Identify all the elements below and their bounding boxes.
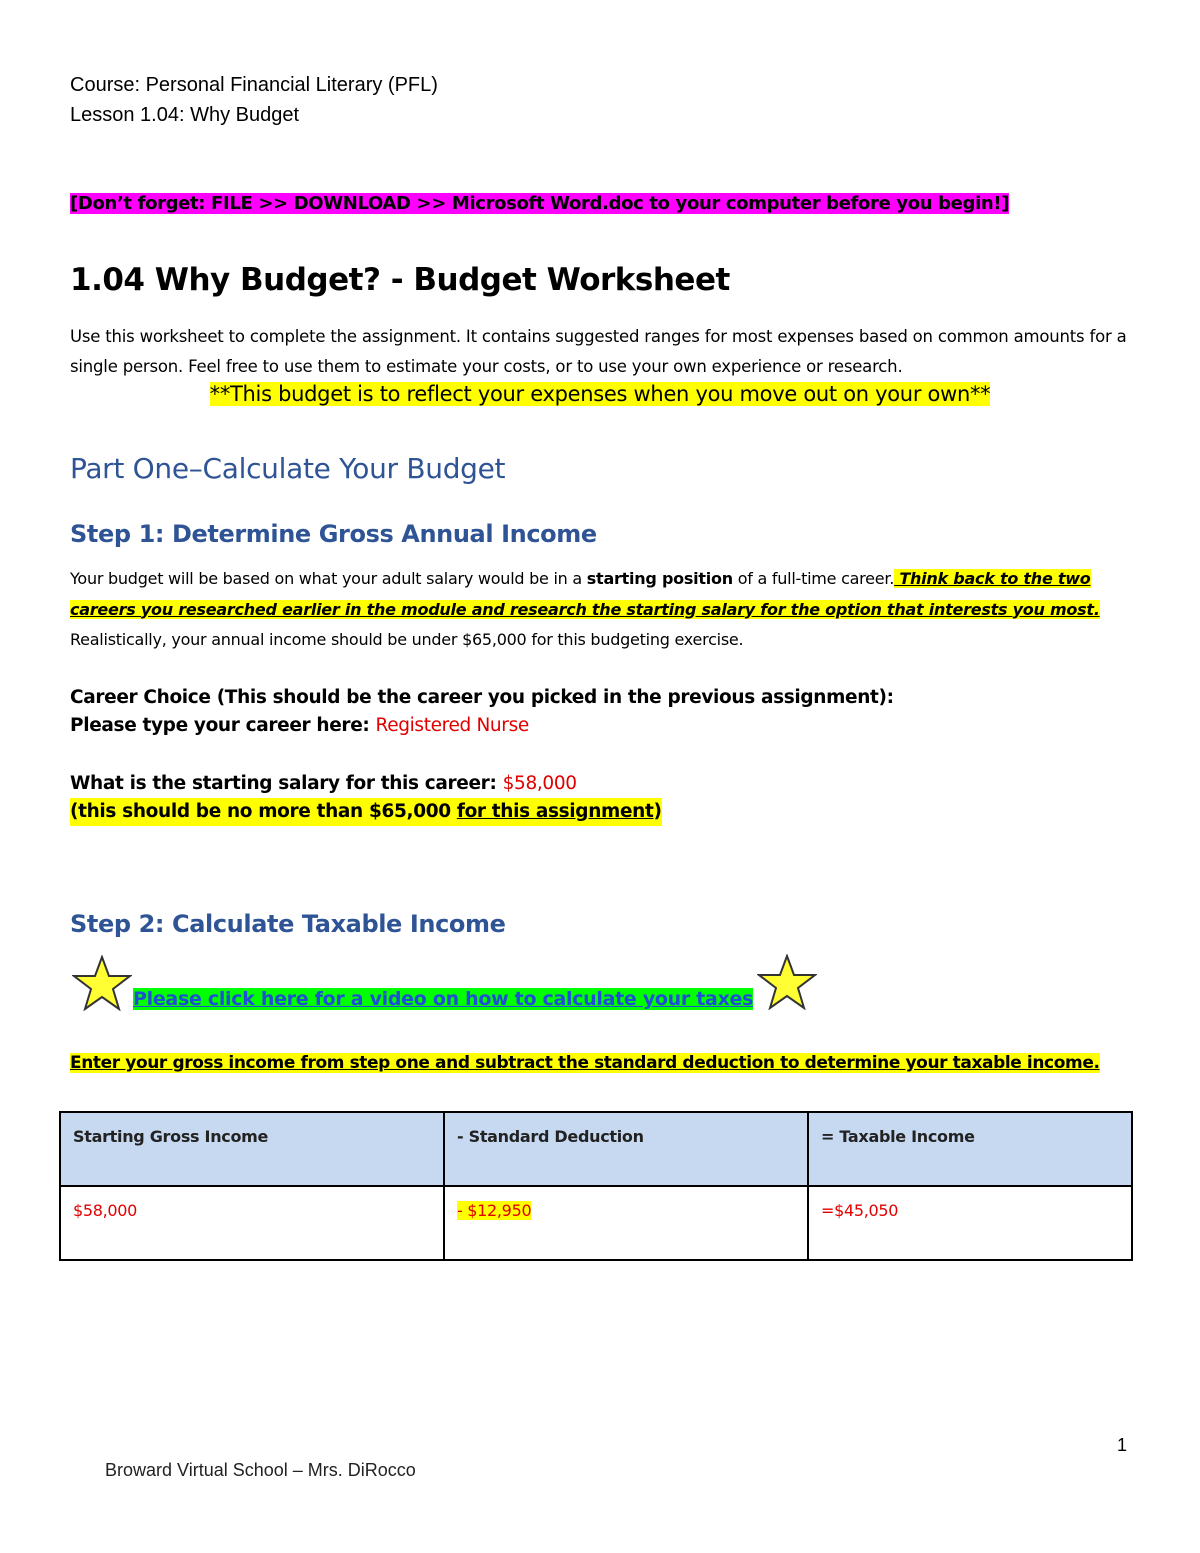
deduction-value: - $12,950 xyxy=(457,1201,532,1220)
star-icon xyxy=(72,955,132,1011)
salary-note-b: ) xyxy=(653,801,662,822)
lesson-title: Lesson 1.04: Why Budget xyxy=(70,104,300,126)
step1-text-a: Your budget will be based on what your adult salary would be in a xyxy=(70,569,587,588)
table-cell-deduction[interactable] xyxy=(444,1186,808,1260)
gross-income-value: $58,000 xyxy=(73,1201,138,1220)
salary-note-a: (this should be no more than $65,000 xyxy=(70,801,457,822)
taxable-income-value: =$45,050 xyxy=(821,1201,899,1220)
step1-paragraph xyxy=(70,564,1135,656)
step1-text-c: Realistically, your annual income should be under $65,000 for this budgeting exercise. xyxy=(70,630,744,649)
table-header-row xyxy=(60,1112,1132,1186)
tax-instruction: Enter your gross income from step one and subtract the standard deduction to determine your taxable income. xyxy=(70,1053,1100,1073)
salary-value[interactable]: $58,000 xyxy=(502,773,577,794)
table-row xyxy=(60,1186,1132,1260)
step1-highlight: Think back to the two careers you researched earlier in the module and research the starting salary for the option that interests you most. xyxy=(70,569,1100,619)
course-title: Course: Personal Financial Literary (PFL) xyxy=(70,74,438,96)
table-cell-gross[interactable] xyxy=(60,1186,444,1260)
tax-table xyxy=(59,1111,1133,1261)
career-type-label: Please type your career here: xyxy=(70,715,376,736)
video-link[interactable]: Please click here for a video on how to calculate your taxes xyxy=(133,988,754,1010)
page-title: 1.04 Why Budget? - Budget Worksheet xyxy=(70,262,730,298)
table-cell-taxable[interactable] xyxy=(808,1186,1132,1260)
star-icon xyxy=(757,954,817,1010)
step1-heading: Step 1: Determine Gross Annual Income xyxy=(70,520,597,548)
career-value[interactable]: Registered Nurse xyxy=(375,715,529,736)
table-header-cell: Starting Gross Income xyxy=(60,1112,444,1186)
salary-label: What is the starting salary for this career: xyxy=(70,773,503,794)
table-header-cell: - Standard Deduction xyxy=(444,1112,808,1186)
career-choice-block xyxy=(70,684,894,740)
footer-school: Broward Virtual School – Mrs. DiRocco xyxy=(105,1460,416,1480)
step2-heading: Step 2: Calculate Taxable Income xyxy=(70,910,506,938)
step1-text-bold: starting position xyxy=(586,569,733,588)
part-one-heading: Part One–Calculate Your Budget xyxy=(70,452,506,485)
career-choice-label: Career Choice (This should be the career you picked in the previous assignment): xyxy=(70,687,894,708)
reflect-note xyxy=(0,382,1200,406)
salary-block xyxy=(70,770,662,826)
table-header-cell: = Taxable Income xyxy=(808,1112,1132,1186)
reflect-note-text: **This budget is to reflect your expenses when you move out on your own** xyxy=(209,382,991,406)
salary-note-underlined: for this assignment xyxy=(456,801,654,822)
page-number: 1 xyxy=(1117,1435,1128,1455)
intro-paragraph: Use this worksheet to complete the assignment. It contains suggested ranges for most expenses based on common amounts for a single person. Feel free to use them to estimate your costs, or to use your own experience or research. xyxy=(70,327,1127,376)
step1-text-b: of a full-time career. xyxy=(732,569,895,588)
download-reminder: [Don’t forget: FILE >> DOWNLOAD >> Microsoft Word.doc to your computer before you begin!] xyxy=(70,193,1010,214)
